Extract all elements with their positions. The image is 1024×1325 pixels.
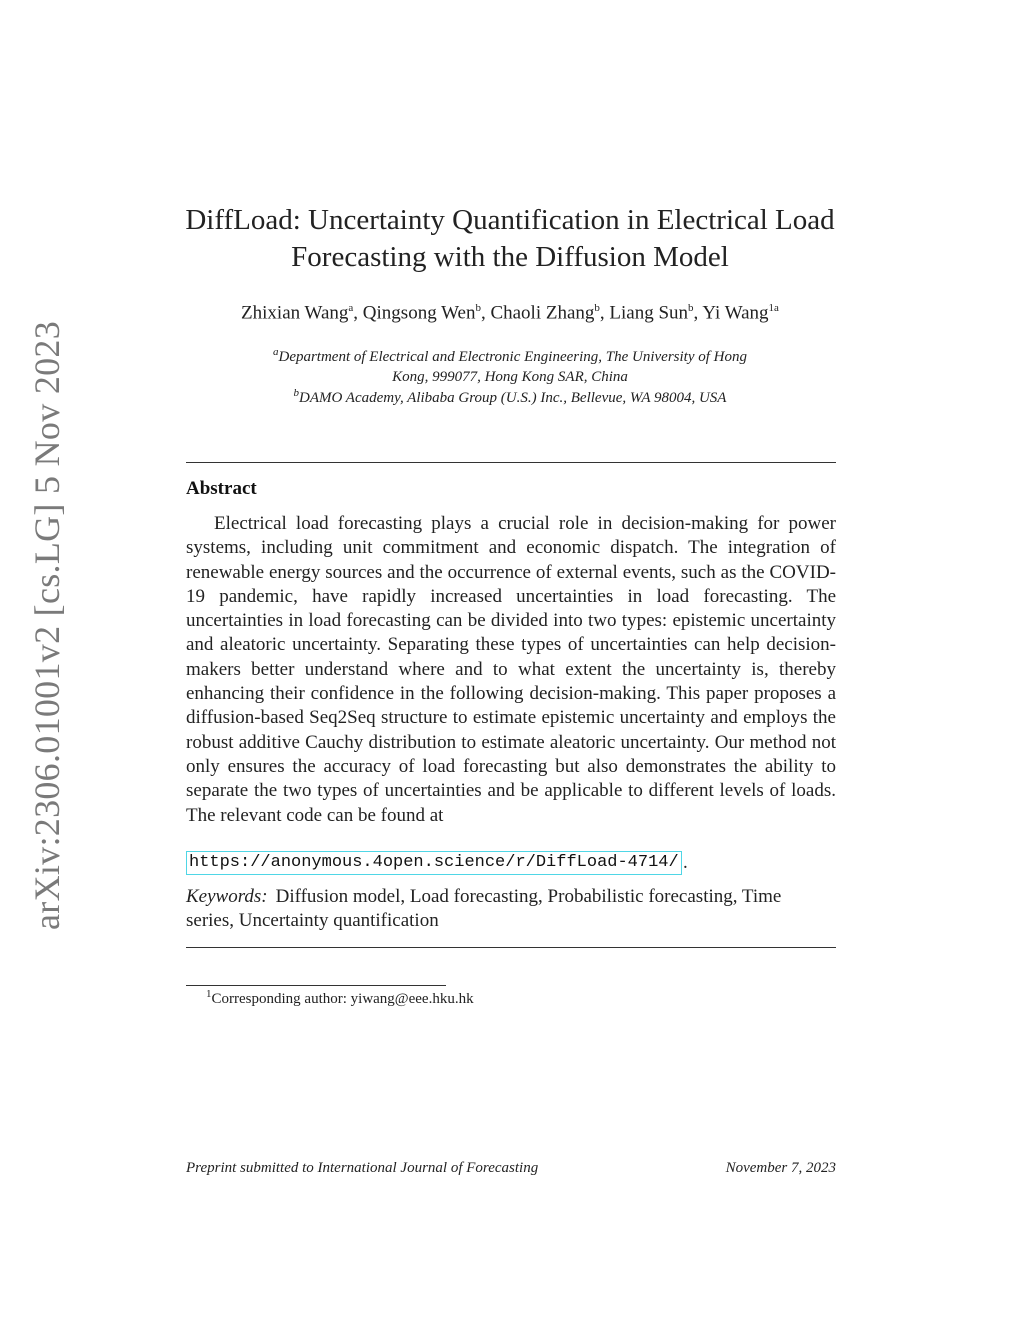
arxiv-stamp: arXiv:2306.01001v2 [cs.LG] 5 Nov 2023 xyxy=(27,320,67,930)
abstract-period: . xyxy=(683,852,688,873)
footnote xyxy=(206,988,474,1008)
author-affil-mark: b xyxy=(594,302,600,314)
abstract-heading: Abstract xyxy=(186,478,257,499)
keywords-text: Diffusion model, Load forecasting, Probabilistic forecasting, Time series, Uncertainty quantification xyxy=(186,886,782,931)
top-rule xyxy=(186,462,836,463)
affil-a-line-2: Kong, 999077, Hong Kong SAR, China xyxy=(392,369,628,385)
author-list: Zhixian Wang$^a$, Qingsong Wen$^b$, Chaoli Zhang$^b$, Liang Sun$^b$, Yi Wang$^{1a}$ xyxy=(241,302,779,324)
author-affil-mark: b xyxy=(475,302,481,314)
title-line-2: Forecasting with the Diffusion Model xyxy=(291,241,729,273)
abstract-body: Electrical load forecasting plays a crucial role in decision-making for power systems, including unit commitment and economic dispatch. The integration of renewable energy sources and the occurrence of external events, such as the COVID-19 pandemic, have rapidly increased uncertainties in load forecasting. The uncertainties in load forecasting can be divided into two types: epistemic uncertainty and aleatoric uncertainty. Separating these types of uncertainties can help decision-makers better understand where and to what extent the uncertainty is, thereby enhancing their confidence in the following decision-making. This paper proposes a diffusion-based Seq2Seq structure to estimate epistemic uncertainty and employs the robust additive Cauchy distribution to estimate aleatoric uncertainty. Our method not only ensures the accuracy of load forecasting but also demonstrates the ability to separate the two types of uncertainties and be applicable to different levels of loads. The relevant code can be found at xyxy=(186,513,836,826)
affil-mark-a: a xyxy=(272,346,279,358)
affiliation-b xyxy=(150,383,870,408)
affil-mark-b: b xyxy=(293,387,299,399)
paper-title xyxy=(150,202,870,276)
footnote-text: Corresponding author: yiwang@eee.hku.hk xyxy=(211,991,474,1007)
author-name: Liang Sun xyxy=(609,302,689,324)
footnote-mark: 1 xyxy=(206,988,212,1000)
author-affil-mark: 1a xyxy=(768,302,779,314)
affil-b-line-1: DAMO Academy, Alibaba Group (U.S.) Inc., Bellevue, WA 98004, USA xyxy=(299,390,727,406)
keywords-label: Keywords: xyxy=(186,886,268,907)
affiliation-a xyxy=(150,342,870,387)
author-name: Chaoli Zhang xyxy=(490,302,595,324)
footnote-rule xyxy=(186,985,446,986)
author-name: Yi Wang xyxy=(702,302,769,324)
author-affil-mark: a xyxy=(348,302,354,314)
author-name: Qingsong Wen xyxy=(362,302,476,324)
affil-a-line-1: Department of Electrical and Electronic Engineering, The University of Hong xyxy=(278,349,747,365)
footer-preprint-note: Preprint submitted to International Journal of Forecasting xyxy=(186,1160,539,1176)
code-link[interactable]: https://anonymous.4open.science/r/DiffLoad-4714/ xyxy=(186,851,682,875)
bottom-rule xyxy=(186,947,836,948)
title-line-1: DiffLoad: Uncertainty Quantification in Electrical Load xyxy=(185,204,835,236)
author-affil-mark: b xyxy=(688,302,694,314)
keywords xyxy=(186,885,826,933)
author-name: Zhixian Wang xyxy=(241,302,349,324)
footer-date: November 7, 2023 xyxy=(725,1160,836,1176)
